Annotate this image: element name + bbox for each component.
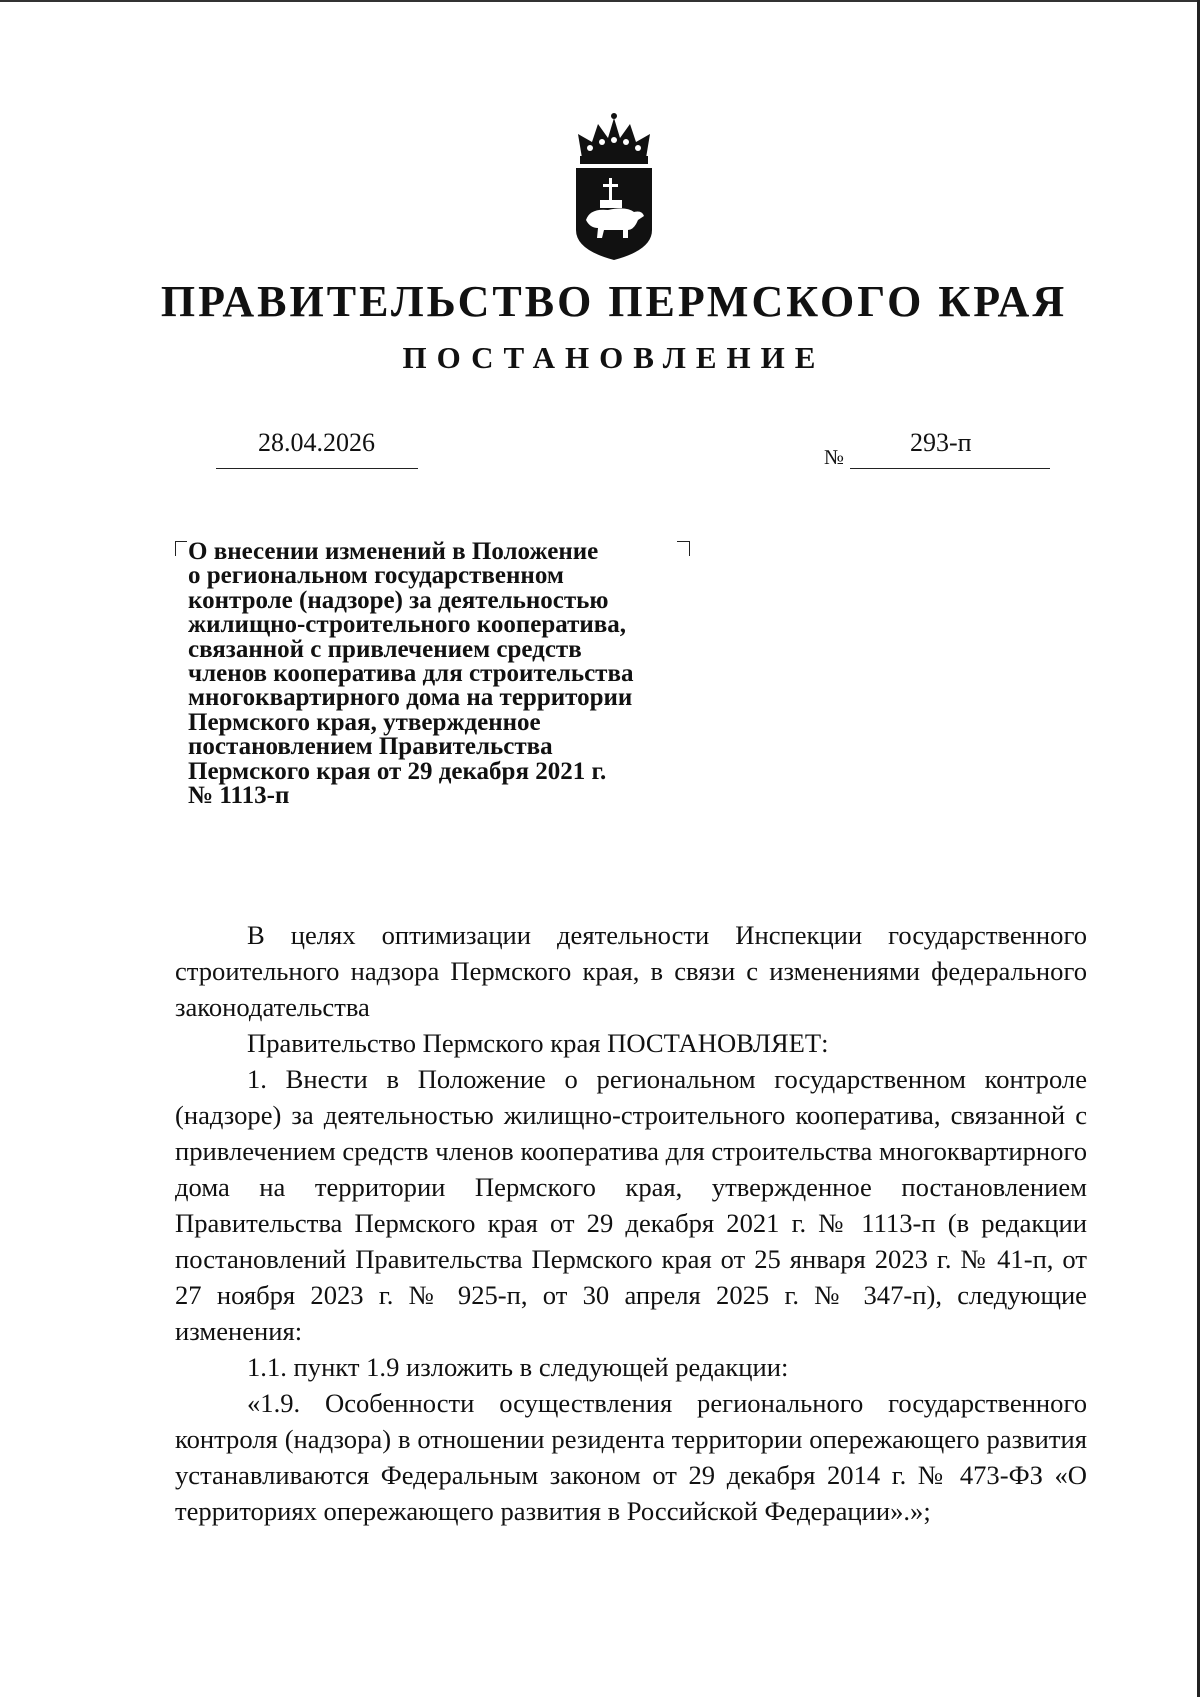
document-type: ПОСТАНОВЛЕНИЕ [402,340,826,375]
clause-1-9-paragraph: «1.9. Особенности осуществления регионального государственного контроля (надзора) в отношении резидента территории опережающего развития устанавливаются Федеральным законом от 29 декабря 2014 г. № 473-ФЗ «О территориях опережающего развития в Российской Федерации».»; [175,1388,1087,1526]
subject-line: Пермского края от 29 декабря 2021 г. [188,757,607,785]
clause-1-1-paragraph: 1.1. пункт 1.9 изложить в следующей редакции: [247,1352,789,1382]
subject-line: О внесении изменений в Положение [188,538,599,565]
number-sign: № [824,445,845,469]
document-subject [188,540,718,808]
coat-of-arms-icon [568,112,660,262]
subject-line: связанной с привлечением средств [188,635,582,663]
subject-line: № 1113-п [188,782,290,810]
subject-line: Пермского края, утвержденное [188,708,541,736]
subject-line: постановлением Правительства [188,733,553,761]
subject-line: членов кооператива для строительства [188,660,634,688]
resolution-paragraph: Правительство Пермского края ПОСТАНОВЛЯЕТ: [247,1028,829,1058]
subject-bracket-left [175,541,187,556]
page-edge-top [0,0,1200,2]
document-number: 293-п [910,428,972,457]
subject-line: контроле (надзоре) за деятельностью [188,586,609,614]
document-date: 28.04.2026 [258,428,375,457]
document-body [175,917,1087,1529]
document-date-field [216,428,418,469]
subject-line: жилищно-строительного кооператива, [188,611,627,639]
clause-1-paragraph: 1. Внести в Положение о региональном государственном контроле (надзоре) за деятельностью жилищно-строительного кооператива, связанной с привлечением средств членов кооператива для строительства многоквартирного дома на территории Пермского края, утвержденное постановлением Правительства Пермского края от 29 декабря 2021 г. № 1113-п (в редакции постановлений Правительства Пермского края от 25 января 2023 г. № 41-п, от 27 ноября 2023 г. № 925-п, от 30 апреля 2025 г. № 347-п), следующие изменения: [175,1064,1087,1346]
document-number-field [850,428,1050,469]
government-name: ПРАВИТЕЛЬСТВО ПЕРМСКОГО КРАЯ [160,277,1068,326]
subject-line: о региональном государственном [188,562,564,590]
subject-line: многоквартирного дома на территории [188,684,633,712]
preamble-paragraph: В целях оптимизации деятельности Инспекции государственного строительного надзора Пермского края, в связи с изменениями федерального законодательства [175,920,1087,1022]
